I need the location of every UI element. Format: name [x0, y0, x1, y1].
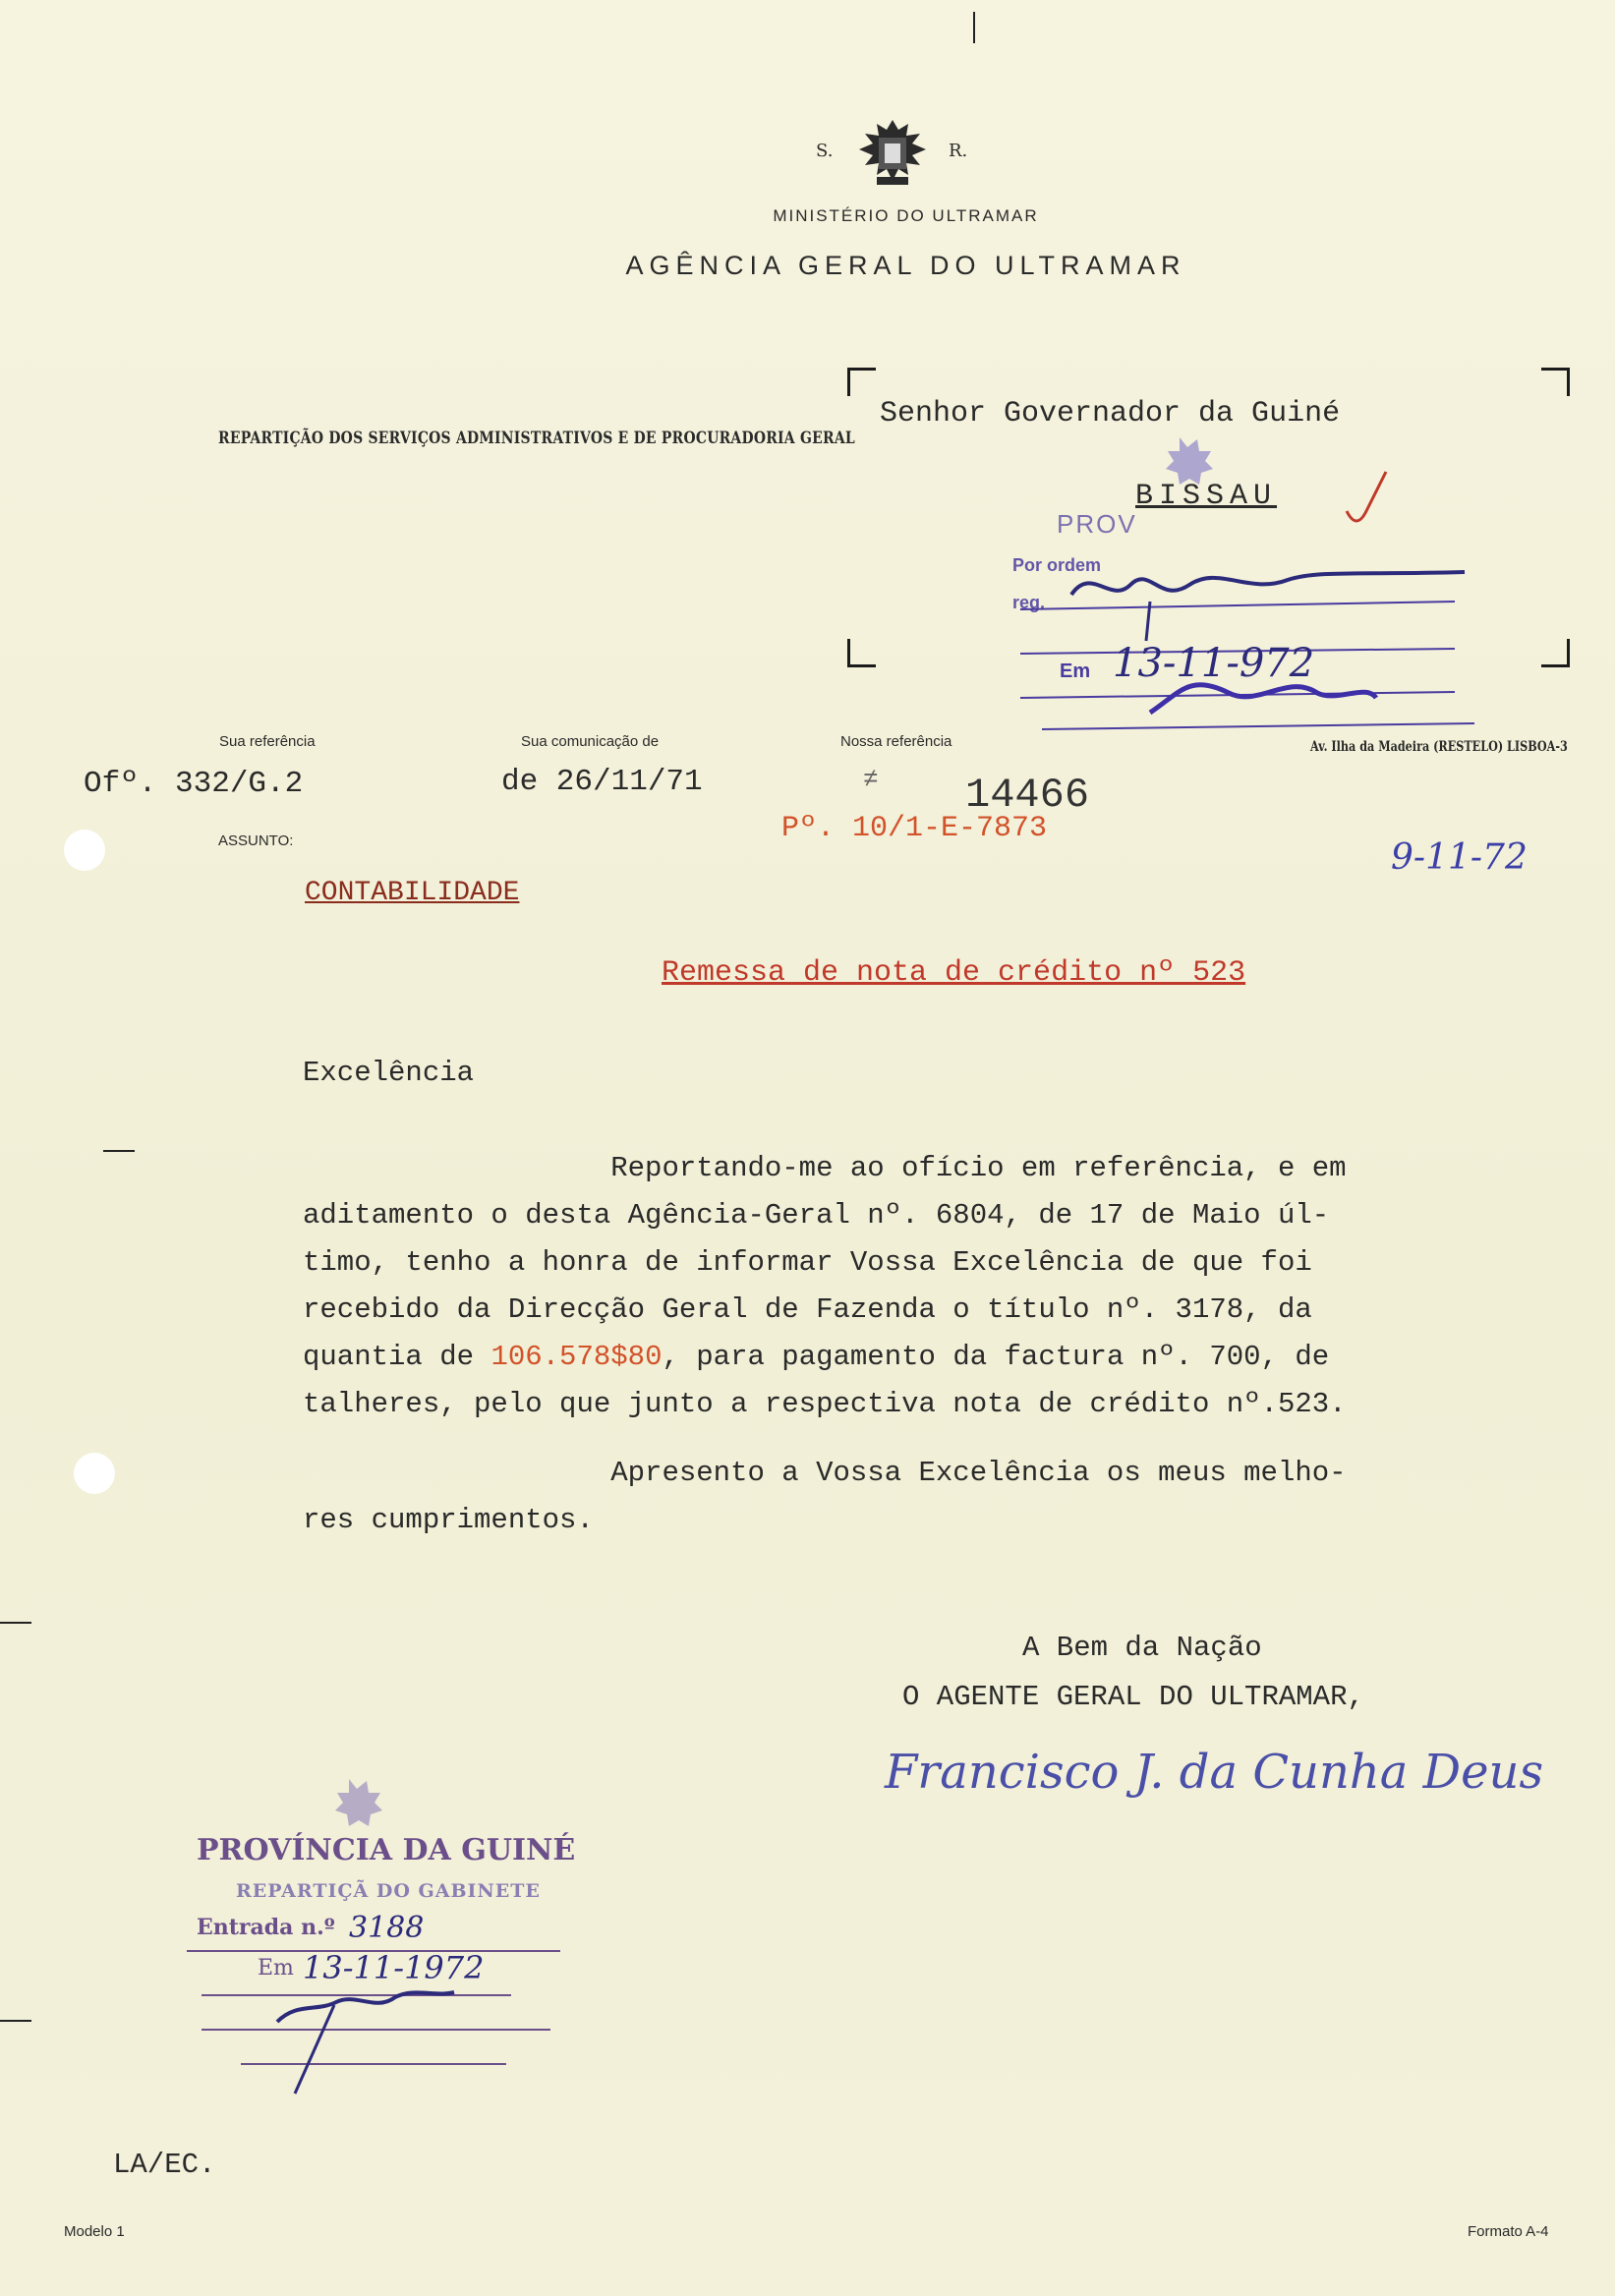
stamp-reg-label: reg.: [1012, 593, 1046, 612]
fold-mark-left: [103, 1150, 135, 1152]
your-communication-label: Sua comunicação de: [521, 733, 660, 750]
agency-address: Av. Ilha da Madeira (RESTELO) LISBOA-3: [1310, 739, 1568, 755]
window-corner-bottom-right: [1541, 639, 1570, 667]
subject-label: ASSUNTO:: [218, 832, 294, 849]
body-line-4: recebido da Direcção Geral de Fazenda o título nº. 3178, da: [303, 1293, 1312, 1326]
fold-mark-left-2: [0, 1622, 31, 1624]
fold-mark-left-3: [0, 2020, 31, 2022]
entry-stamp-office: REPARTIÇÃ DO GABINETE: [236, 1880, 541, 1902]
received-stamp-mark: [1003, 432, 1474, 747]
body-line-7: Apresento a Vossa Excelência os meus melho-: [303, 1457, 1347, 1489]
body-line-8: res cumprimentos.: [303, 1504, 594, 1536]
salutation: Excelência: [303, 1057, 475, 1089]
body-line-2: aditamento o desta Agência-Geral nº. 6804, de 17 de Maio úl-: [303, 1199, 1330, 1232]
department-name: REPARTIÇÃO DOS SERVIÇOS ADMINISTRATIVOS E DE PROCURADORIA GERAL: [218, 429, 855, 448]
entry-stamp-date: 13-11-1972: [303, 1949, 485, 1986]
stamp-province-label: PROV: [1057, 509, 1137, 539]
model-label: Modelo 1: [64, 2223, 125, 2240]
subject-value: CONTABILIDADE: [305, 878, 520, 908]
entry-stamp-province: PROVÍNCIA DA GUINÉ: [197, 1833, 576, 1867]
stamp-em-label: Em: [1060, 660, 1091, 682]
crest-right-letter: R.: [949, 141, 968, 161]
entry-stamp-number: 3188: [349, 1911, 425, 1945]
amount-value: 106.578$80: [490, 1341, 663, 1373]
agency-title: AGÊNCIA GERAL DO ULTRAMAR: [625, 251, 1186, 280]
body-line-5: [303, 1334, 1531, 1382]
fold-mark-top: [973, 12, 975, 43]
ministry-title: MINISTÉRIO DO ULTRAMAR: [773, 206, 1039, 225]
entry-stamp-entry-label: Entrada n.º: [197, 1915, 335, 1940]
crest-left-letter: S.: [816, 141, 834, 161]
closing-formula: A Bem da Nação: [1022, 1632, 1262, 1664]
document-heading: Remessa de nota de crédito nº 523: [662, 956, 1246, 990]
process-number: Pº. 10/1-E-7873: [781, 812, 1048, 845]
our-reference-mark: ≠: [863, 765, 879, 794]
addressee: Senhor Governador da Guiné: [880, 397, 1341, 430]
body-line-6: talheres, pelo que junto a respectiva nota de crédito nº.523.: [303, 1388, 1347, 1420]
body-line-5-end: , para pagamento da factura nº. 700, de: [662, 1341, 1330, 1373]
stamp-received-date: 13-11-972: [1113, 641, 1315, 686]
your-communication-value: de 26/11/71: [501, 765, 703, 799]
signatory-title: O AGENTE GERAL DO ULTRAMAR,: [902, 1681, 1364, 1713]
body-line-5-start: quantia de: [303, 1341, 491, 1373]
your-reference-value: Ofº. 332/G.2: [84, 767, 304, 801]
your-reference-label: Sua referência: [219, 733, 316, 750]
window-corner-bottom-left: [847, 639, 876, 667]
punch-hole-bottom: [74, 1453, 115, 1494]
coat-of-arms-icon: [847, 116, 938, 193]
punch-hole-top: [64, 830, 105, 871]
format-label: Formato A-4: [1468, 2223, 1549, 2240]
our-reference-number: 14466: [965, 772, 1090, 819]
handwritten-date: 9-11-72: [1391, 837, 1528, 878]
signature: Francisco J. da Cunha Deus: [885, 1745, 1544, 1800]
body-line-3: timo, tenho a honra de informar Vossa Excelência de que foi: [303, 1246, 1312, 1279]
window-corner-top-right: [1541, 368, 1570, 396]
stamp-by-order-label: Por ordem: [1012, 555, 1102, 575]
addressee-city: BISSAU: [1135, 480, 1278, 513]
window-corner-top-left: [847, 368, 876, 396]
initials: LA/EC.: [113, 2149, 216, 2181]
entry-stamp-em-label: Em: [258, 1956, 294, 1980]
body-line-1: Reportando-me ao ofício em referência, e em: [303, 1152, 1347, 1184]
our-reference-label: Nossa referência: [840, 733, 952, 750]
